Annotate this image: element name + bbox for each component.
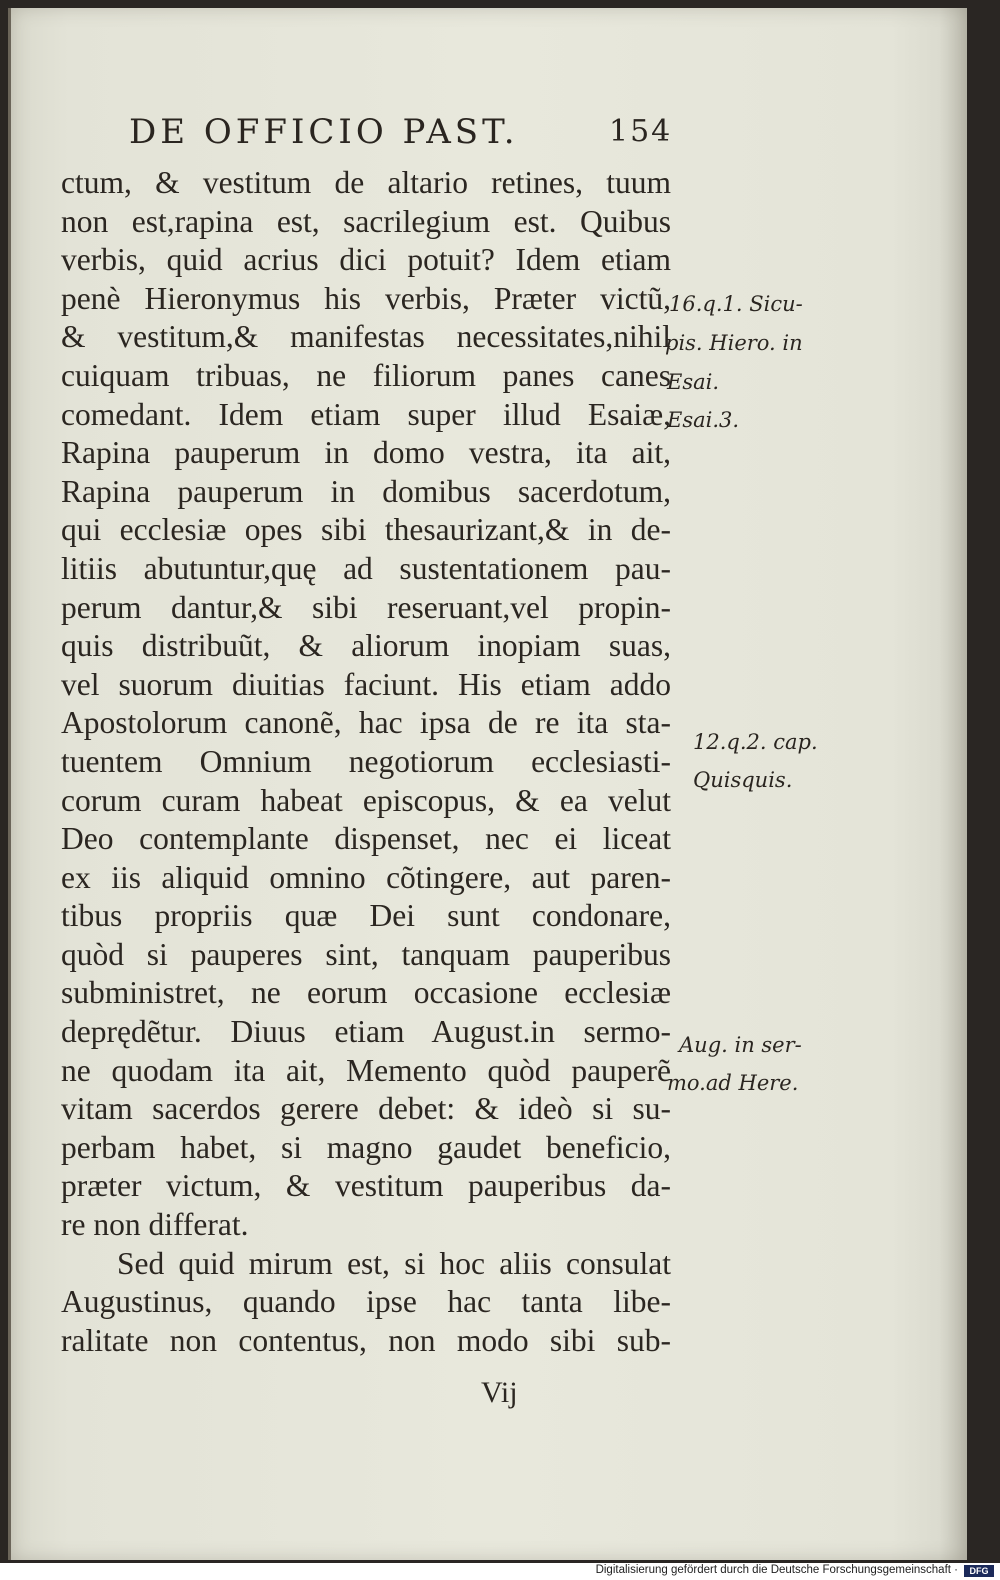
text-line: ctum, & vestitum de altario retines, tuum: [61, 165, 671, 200]
text-line: præter victum, & vestitum pauperibus da-: [61, 1168, 671, 1204]
margin-note-ref: 16.q.1. Sicu-: [669, 292, 803, 316]
text-line-paragraph-start: Sed quid mirum est, si hoc aliis consulat: [117, 1245, 671, 1281]
funding-credit: Digitalisierung gefördert durch die Deutsche Forschungsgemeinschaft ·: [595, 1564, 958, 1576]
text-line: Augustinus, quando ipse hac tanta libe-: [61, 1284, 671, 1320]
text-line: Rapina pauperum in domibus sacerdotum,: [61, 473, 671, 509]
running-head-title: DE OFFICIO PAST.: [129, 112, 519, 152]
margin-note-ref: Esai.: [667, 370, 720, 394]
text-line: ralitate non contentus, non modo sibi sub-: [61, 1322, 671, 1358]
text-line: perum dantur,& sibi reseruant,vel propin-: [61, 589, 671, 625]
text-line: litiis abutuntur,quę ad sustentationem pau-: [61, 550, 671, 586]
text-line: comedant. Idem etiam super illud Esaiæ,: [61, 396, 671, 432]
text-line: vitam sacerdos gerere debet: & ideò si su-: [61, 1091, 671, 1127]
text-line: & vestitum,& manifestas necessitates,nihil: [61, 319, 671, 355]
text-line: quòd si pauperes sint, tanquam pauperibus: [61, 936, 671, 972]
text-line: Apostolorum canonẽ, hac ipsa de re ita sta-: [61, 705, 671, 741]
text-line: quis distribuũt, & aliorum inopiam suas,: [61, 628, 671, 664]
catchword: Vij: [481, 1376, 518, 1409]
text-line: perbam habet, si magno gaudet beneficio,: [61, 1129, 671, 1165]
text-line: Rapina pauperum in domo vestra, ita ait,: [61, 435, 671, 471]
text-line: tibus propriis quæ Dei sunt condonare,: [61, 898, 671, 934]
margin-note-ref: 12.q.2. cap.: [693, 730, 818, 754]
book-page: [8, 8, 967, 1560]
text-line: ex iis aliquid omnino cõtingere, aut paren-: [61, 859, 671, 895]
text-line: Deo contemplante dispenset, nec ei liceat: [61, 821, 671, 857]
page-number: 154: [609, 114, 673, 149]
text-line: tuentem Omnium negotiorum ecclesiasti-: [61, 743, 671, 779]
margin-note-ref: Aug. in ser-: [679, 1033, 802, 1057]
margin-note-ref: pis. Hiero. in: [665, 331, 803, 355]
dfg-logo: DFG: [964, 1565, 994, 1577]
text-line: verbis, quid acrius dici potuit? Idem etiam: [61, 242, 671, 278]
margin-note-ref: Esai.3.: [667, 408, 740, 432]
text-line: subministret, ne eorum occasione ecclesiæ: [61, 975, 671, 1011]
text-line: non est,rapina est, sacrilegium est. Quibus: [61, 203, 671, 239]
text-line: corum curam habeat episcopus, & ea velut: [61, 782, 671, 818]
margin-note-ref: mo.ad Here.: [667, 1071, 799, 1095]
text-line: qui ecclesiæ opes sibi thesaurizant,& in de-: [61, 512, 671, 548]
text-line-paragraph-end: re non differat.: [61, 1207, 249, 1243]
page-edge-shadow: [939, 8, 967, 1560]
text-line: vel suorum diuitias faciunt. His etiam addo: [61, 666, 671, 702]
footer-bar: [0, 1563, 1000, 1580]
text-line: ne quodam ita ait, Memento quòd pauperẽ: [61, 1052, 671, 1088]
text-line: penè Hieronymus his verbis, Præter victũ,: [61, 280, 671, 316]
margin-note-ref: Quisquis.: [693, 768, 793, 792]
text-line: deprędẽtur. Diuus etiam August.in sermo-: [61, 1014, 671, 1050]
text-line: cuiquam tribuas, ne filiorum panes canes: [61, 357, 671, 393]
main-text-block: [61, 164, 671, 1360]
